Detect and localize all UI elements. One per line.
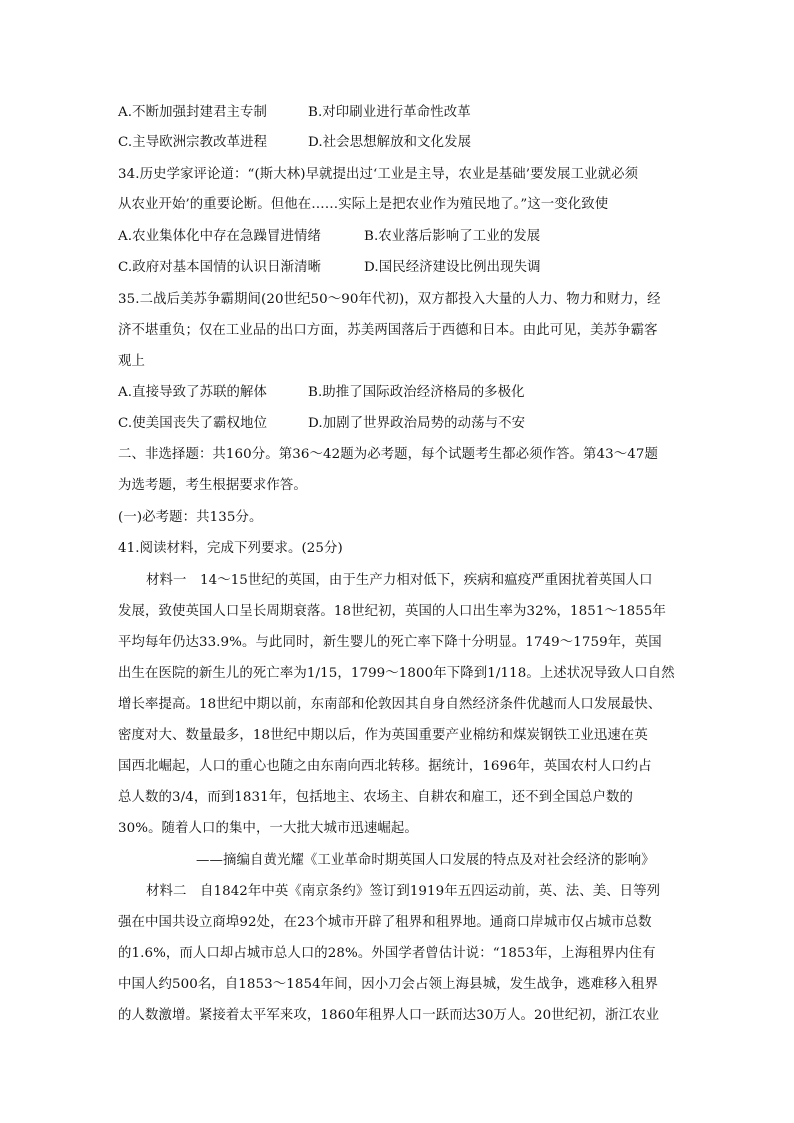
q33-option-a: A.不断加强封建君主专制 <box>118 105 268 120</box>
q34-stem-line-2: 从农业开始’的重要论断。但他在……实际上是把农业作为殖民地了。”这一变化致使 <box>118 197 609 212</box>
material1-line-6: 密度对大、数量最多，18世纪中期以后，作为英国重要产业棉纺和煤炭钢铁工业迅速在英 <box>118 728 648 743</box>
section2-intro-line-1: 二、非选择题：共160分。第36～42题为必考题，每个试题考生都必须作答。第43～47题 <box>118 447 659 462</box>
material1-line-1: 材料一 14～15世纪的英国，由于生产力相对低下，疾病和瘟疫严重困扰着英国人口 <box>146 573 653 588</box>
q35-options-row-2 <box>118 415 678 433</box>
material2-line-5: 的人数激增。紧接着太平军来攻，1860年租界人口一跃而达30万人。20世纪初，浙江农业 <box>118 1008 660 1023</box>
material2-line-4: 中国人约500名，自1853～1854年间，因小刀会占领上海县城，发生战争，逃难移入租界 <box>118 977 659 992</box>
q34-options-row-1 <box>118 228 678 246</box>
q35-option-a: A.直接导致了苏联的解体 <box>118 385 268 400</box>
q35-stem-line-1: 35.二战后美苏争霸期间(20世纪50～90年代初)，双方都投入大量的人力、物力和财力，经 <box>118 292 661 307</box>
q34-stem-line-1: 34.历史学家评论道：“(斯大林)早就提出过‘工业是主导，农业是基础’要发展工业就必须 <box>118 167 639 182</box>
q33-options-row-1 <box>118 104 678 122</box>
q33-option-c: C.主导欧洲宗教改革进程 <box>118 135 268 150</box>
material1-source: ——摘编自黄光耀《工业革命时期英国人口发展的特点及对社会经济的影响》 <box>196 853 655 868</box>
q34-options-row-2 <box>118 259 678 277</box>
q33-option-d: D.社会思想解放和文化发展 <box>308 135 472 150</box>
q35-option-b: B.助推了国际政治经济格局的多极化 <box>308 385 525 400</box>
q34-option-b: B.农业落后影响了工业的发展 <box>364 229 541 244</box>
material2-line-2: 强在中国共设立商埠92处，在23个城市开辟了租界和租界地。通商口岸城市仅占城市总数 <box>118 915 652 930</box>
material1-line-7: 国西北崛起，人口的重心也随之由东南向西北转移。据统计，1696年，英国农村人口约占 <box>118 759 652 774</box>
q35-stem-line-3: 观上 <box>118 354 145 369</box>
material1-line-4: 出生在医院的新生儿的死亡率为1/15，1799～1800年下降到1/118。上述状况导致人口自然 <box>118 666 675 681</box>
material2-line-3: 的1.6%，而人口却占城市总人口的28%。外国学者曾估计说：“1853年，上海租界内住有 <box>118 946 656 961</box>
q41-title: 41.阅读材料，完成下列要求。(25分) <box>118 541 343 556</box>
q34-option-a: A.农业集体化中存在急躁冒进情绪 <box>118 229 321 244</box>
required-questions-heading: (一)必考题：共135分。 <box>118 510 263 525</box>
material1-line-8: 总人数的3/4，而到1831年，包括地主、农场主、自耕农和雇工，还不到全国总户数的 <box>118 790 634 805</box>
material1-line-5: 增长率提高。18世纪中期以前，东南部和伦敦因其自身自然经济条件优越而人口发展最快、 <box>118 697 662 712</box>
q35-option-d: D.加剧了世界政治局势的动荡与不安 <box>308 416 526 431</box>
q34-option-d: D.国民经济建设比例出现失调 <box>364 260 541 275</box>
q35-stem-line-2: 济不堪重负；仅在工业品的出口方面，苏美两国落后于西德和日本。由此可见，美苏争霸客 <box>118 323 658 338</box>
q34-option-c: C.政府对基本国情的认识日渐清晰 <box>118 260 322 275</box>
q35-option-c: C.使美国丧失了霸权地位 <box>118 416 268 431</box>
q33-options-row-2 <box>118 134 678 152</box>
q33-option-b: B.对印刷业进行革命性改革 <box>308 105 471 120</box>
material1-line-3: 平均每年仍达33.9%。与此同时，新生婴儿的死亡率下降十分明显。1749～1759年，英国 <box>118 635 662 650</box>
section2-intro-line-2: 为选考题，考生根据要求作答。 <box>118 478 307 493</box>
material2-line-1: 材料二 自1842年中英《南京条约》签订到1919年五四运动前，英、法、美、日等列 <box>146 884 661 899</box>
q35-options-row-1 <box>118 384 678 402</box>
material1-line-2: 发展，致使英国人口呈长周期衰落。18世纪初，英国的人口出生率为32%，1851～1855年 <box>118 604 666 619</box>
material1-line-9: 30%。随着人口的集中，一大批大城市迅速崛起。 <box>118 821 418 836</box>
